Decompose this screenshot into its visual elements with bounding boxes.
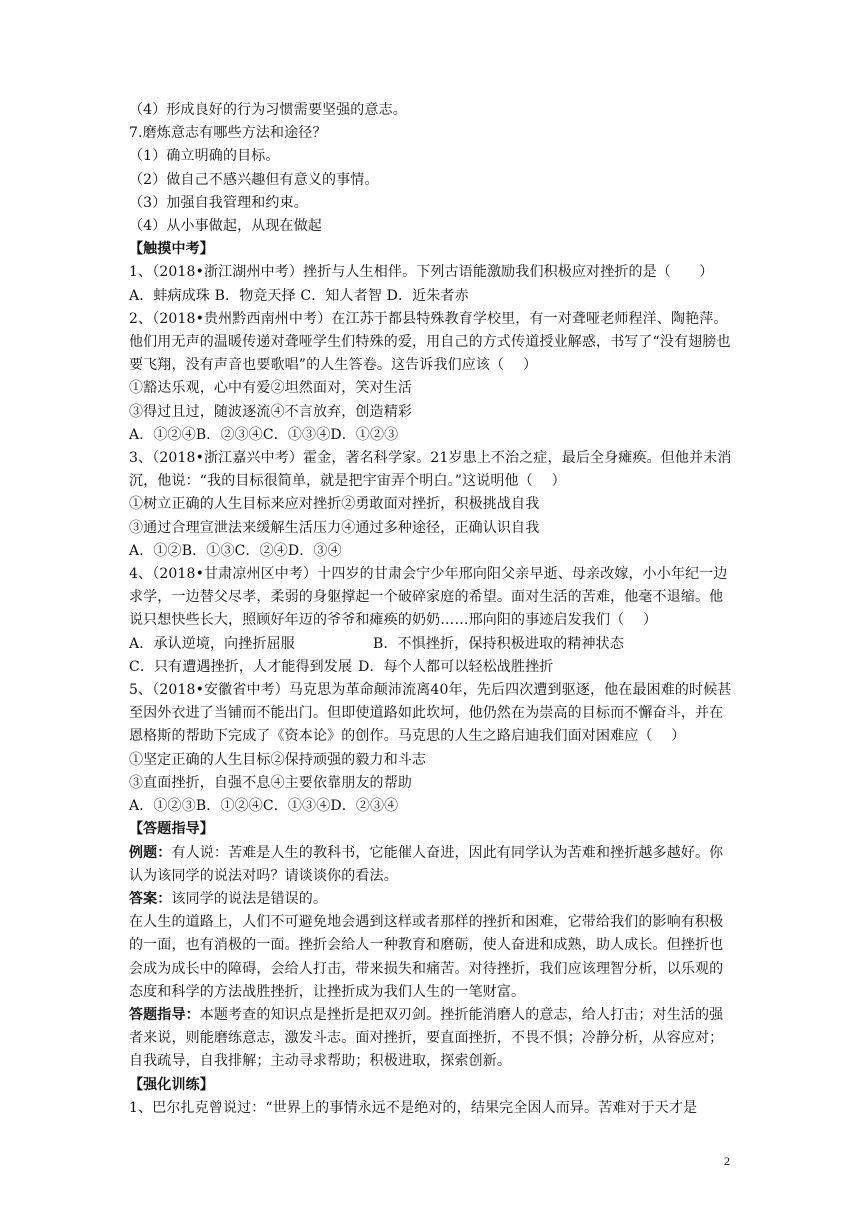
example-text: 有人说：苦难是人生的教科书，它能催人奋进，因此有同学认为苦难和挫折越多越好。你认为该同学的说法对吗？请谈谈你的看法。: [129, 844, 724, 884]
exam-q5-options: A．①②③B．①②④C．①③④D．②③④: [129, 798, 399, 815]
section-heading-training: 【强化训练】: [129, 1076, 214, 1093]
section-heading-guidance: 【答题指导】: [129, 821, 214, 838]
exam-q4-options-row-1: [129, 633, 733, 656]
exam-q3-choices-2: ③通过合理宣泄法来缓解生活压力④通过多种途径，正确认识自我: [129, 519, 540, 536]
example-label: 例题：: [129, 844, 172, 861]
q7-item-3: （3）加强自我管理和约束。: [129, 194, 308, 211]
q7-item-1: （1）确立明确的目标。: [129, 148, 280, 165]
guidance-text: 本题考查的知识点是挫折是把双刃剑。挫折能消磨人的意志，给人打击；对生活的强者来说，则能磨练意志，激发斗志。面对挫折，要直面挫折，不畏不惧；冷静分析，从容应对；自我疏导，自我排解；主动寻求帮助；积极进取，探索创新。: [129, 1006, 724, 1070]
exam-q5-stem: 5、（2018•安徽省中考）马克思为革命颠沛流离40年，先后四次遭到驱逐，他在最困难的时候甚至因外衣进了当铺而不能出门。但即使道路如此坎坷，他仍然在为崇高的目标而不懈奋斗，并在恩格斯的帮助下完成了《资本论》的创作。马克思的人生之路启迪我们面对困难应（ ）: [129, 682, 732, 745]
page-content: [129, 99, 733, 1120]
section-heading-exam: 【触摸中考】: [129, 241, 214, 258]
exam-q5-choices-1: ①坚定正确的人生目标②保持顽强的毅力和斗志: [129, 751, 427, 768]
exam-q4-option-c: C．只有遭遇挫折，人才能得到发展: [129, 658, 353, 675]
q7-item-2: （2）做自己不感兴趣但有意义的事情。: [129, 171, 379, 188]
question-7: 7.磨炼意志有哪些方法和途径？: [129, 125, 327, 142]
exam-q1-options: A．蚌病成珠 B．物竞天择 C．知人者智 D．近朱者赤: [129, 287, 469, 304]
q7-item-4: （4）从小事做起，从现在做起: [129, 218, 323, 235]
exam-q4-option-a: A．承认逆境，向挫折屈服: [129, 635, 295, 652]
exam-q4-option-d: D．每个人都可以轻松战胜挫折: [358, 658, 554, 675]
exam-q4-stem: 4、（2018•甘肃凉州区中考）十四岁的甘肃会宁少年邢向阳父亲早逝、母亲改嫁，小小年纪一边求学，一边替父尽孝，柔弱的身躯撑起一个破碎家庭的希望。面对生活的苦难，他毫不退缩。他说只想快些长大，照顾好年迈的爷爷和瘫痪的奶奶……邢向阳的事迹启发我们（ ）: [129, 566, 728, 629]
example-paragraph: [129, 842, 733, 888]
page-number: 2: [724, 1154, 730, 1168]
answer-body: 在人生的道路上，人们不可避免地会遇到这样或者那样的挫折和困难，它带给我们的影响有积极的一面，也有消极的一面。挫折会给人一种教育和磨砺，使人奋进和成熟，助人成长。但挫折也会成为成长中的障碍，会给人打击，带来损失和痛苦。对待挫折，我们应该理智分析，以乐观的态度和科学的方法战胜挫折，让挫折成为我们人生的一笔财富。: [129, 914, 724, 1000]
exam-q3-stem: 3、（2018•浙江嘉兴中考）霍金，著名科学家。21岁患上不治之症，最后全身瘫痪。但他并未消沉，他说：“我的目标很简单，就是把宇宙弄个明白。”这说明他（ ）: [129, 450, 732, 490]
guidance-label: 答题指导：: [129, 1006, 200, 1023]
exam-q2-options: A．①②④B．②③④C．①③④D．①②③: [129, 426, 399, 443]
exam-q4-option-b: B．不惧挫折，保持积极进取的精神状态: [373, 635, 624, 652]
answer-paragraph: [129, 888, 733, 911]
exam-q2-choices-2: ③得过且过，随波逐流④不言放弃，创造精彩: [129, 403, 412, 420]
exam-q4-options-row-2: [129, 656, 733, 679]
exam-q2-choices-1: ①豁达乐观，心中有爱②坦然面对，笑对生活: [129, 380, 412, 397]
exam-q3-choices-1: ①树立正确的人生目标来应对挫折②勇敢面对挫折，积极挑战自我: [129, 496, 540, 513]
exam-q2-stem: 2、（2018•贵州黔西南州中考）在江苏于都县特殊教育学校里，有一对聋哑老师程洋、陶艳萍。他们用无声的温暖传递对聋哑学生们特殊的爱，用自己的方式传道授业解惑，书写了“没有翅膀也要飞翔，没有声音也要歌唱”的人生答卷。这告诉我们应该（ ）: [129, 310, 731, 374]
exam-q3-options: A．①②B．①③C．②④D．③④: [129, 542, 342, 559]
intro-item-4: （4）形成良好的行为习惯需要坚强的意志。: [129, 102, 407, 118]
exam-q1-stem: 1、（2018•浙江湖州中考）挫折与人生相伴。下列古语能激励我们积极应对挫折的是（ ）: [129, 264, 714, 281]
exam-q5-choices-2: ③直面挫折，自强不息④主要依靠朋友的帮助: [129, 774, 412, 791]
answer-label: 答案：: [129, 890, 172, 907]
guidance-paragraph: [129, 1004, 733, 1074]
answer-text: 该同学的说法是错误的。: [171, 890, 328, 907]
training-q1-stem: 1、巴尔扎克曾说过：“世界上的事情永远不是绝对的，结果完全因人而异。苦难对于天才是: [129, 1099, 698, 1116]
